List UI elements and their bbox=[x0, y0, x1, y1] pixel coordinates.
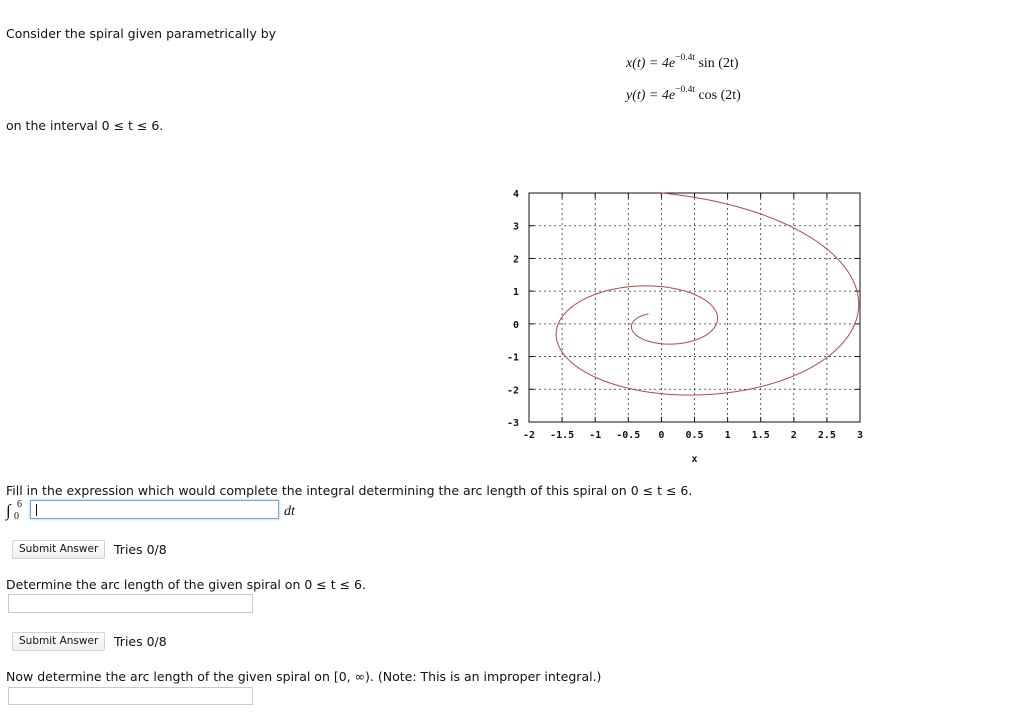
x-tick-label: -1 bbox=[589, 430, 602, 441]
y-tick-label: 0 bbox=[512, 319, 519, 331]
x-tick-label: 1 bbox=[724, 430, 731, 441]
dt-label: dt bbox=[284, 504, 295, 519]
x-axis-label: x bbox=[691, 454, 698, 465]
y-tick-labels bbox=[507, 189, 519, 429]
y-tick-label: 1 bbox=[512, 287, 519, 299]
integrand-input[interactable] bbox=[30, 500, 279, 519]
x-tick-label: 1.5 bbox=[751, 430, 770, 441]
x-equation-exponent: −0.4t bbox=[675, 53, 695, 63]
x-tick-label: 3 bbox=[856, 430, 864, 441]
interval-text: on the interval 0 ≤ t ≤ 6. bbox=[6, 118, 164, 133]
x-equation-rhs: sin (2t) bbox=[698, 56, 739, 71]
improper-arc-length-input-field[interactable] bbox=[9, 688, 252, 704]
y-tick-label: 2 bbox=[512, 254, 519, 266]
y-tick-label: -1 bbox=[506, 352, 519, 364]
x-tick-label: -1.5 bbox=[550, 430, 575, 441]
x-tick-labels bbox=[523, 430, 863, 441]
plot-frame bbox=[529, 193, 860, 422]
x-equation-lhs: x(t) = 4e bbox=[626, 56, 676, 71]
integral-lower-limit: 0 bbox=[14, 511, 19, 522]
x-tick-label: -0.5 bbox=[616, 430, 641, 441]
tries-counter-2: Tries 0/8 bbox=[114, 634, 167, 649]
question3-text: Now determine the arc length of the given spiral on [0, ∞). (Note: This is an improper integral.) bbox=[6, 669, 602, 684]
x-tick-label: 2 bbox=[790, 430, 797, 441]
intro-text: Consider the spiral given parametrically by bbox=[6, 26, 277, 41]
y-equation bbox=[626, 85, 741, 104]
arc-length-input[interactable] bbox=[8, 594, 253, 613]
integral-upper-limit: 6 bbox=[17, 499, 22, 510]
integrand-input-field[interactable] bbox=[31, 501, 278, 518]
integral-sign: ∫ bbox=[6, 501, 11, 520]
y-equation-exponent: −0.4t bbox=[675, 85, 695, 95]
x-tick-label: 0 bbox=[658, 430, 665, 441]
submit-answer-button-1[interactable]: Submit Answer bbox=[12, 540, 105, 559]
x-tick-label: 0.5 bbox=[685, 430, 704, 441]
x-tick-label: -2 bbox=[522, 430, 536, 441]
y-tick-label: 4 bbox=[512, 189, 519, 200]
tries-counter-1: Tries 0/8 bbox=[114, 542, 167, 557]
spiral-chart bbox=[500, 180, 880, 470]
x-equation bbox=[626, 53, 739, 72]
y-tick-label: 3 bbox=[512, 221, 519, 233]
y-equation-rhs: cos (2t) bbox=[698, 88, 741, 103]
improper-arc-length-input[interactable] bbox=[8, 687, 253, 705]
question2-text: Determine the arc length of the given spiral on 0 ≤ t ≤ 6. bbox=[6, 577, 366, 592]
spiral-curve bbox=[556, 193, 859, 395]
question1-text: Fill in the expression which would complete the integral determining the arc length of this spiral on 0 ≤ t ≤ 6. bbox=[6, 483, 693, 498]
arc-length-input-field[interactable] bbox=[9, 595, 252, 612]
y-equation-lhs: y(t) = 4e bbox=[626, 88, 676, 103]
submit-answer-button-2[interactable]: Submit Answer bbox=[12, 632, 105, 651]
text-cursor bbox=[36, 504, 37, 516]
chart-ticks bbox=[529, 193, 860, 422]
x-tick-label: 2.5 bbox=[817, 430, 836, 441]
chart-grid bbox=[529, 193, 860, 422]
y-tick-label: -3 bbox=[506, 418, 519, 429]
y-tick-label: -2 bbox=[506, 385, 519, 397]
